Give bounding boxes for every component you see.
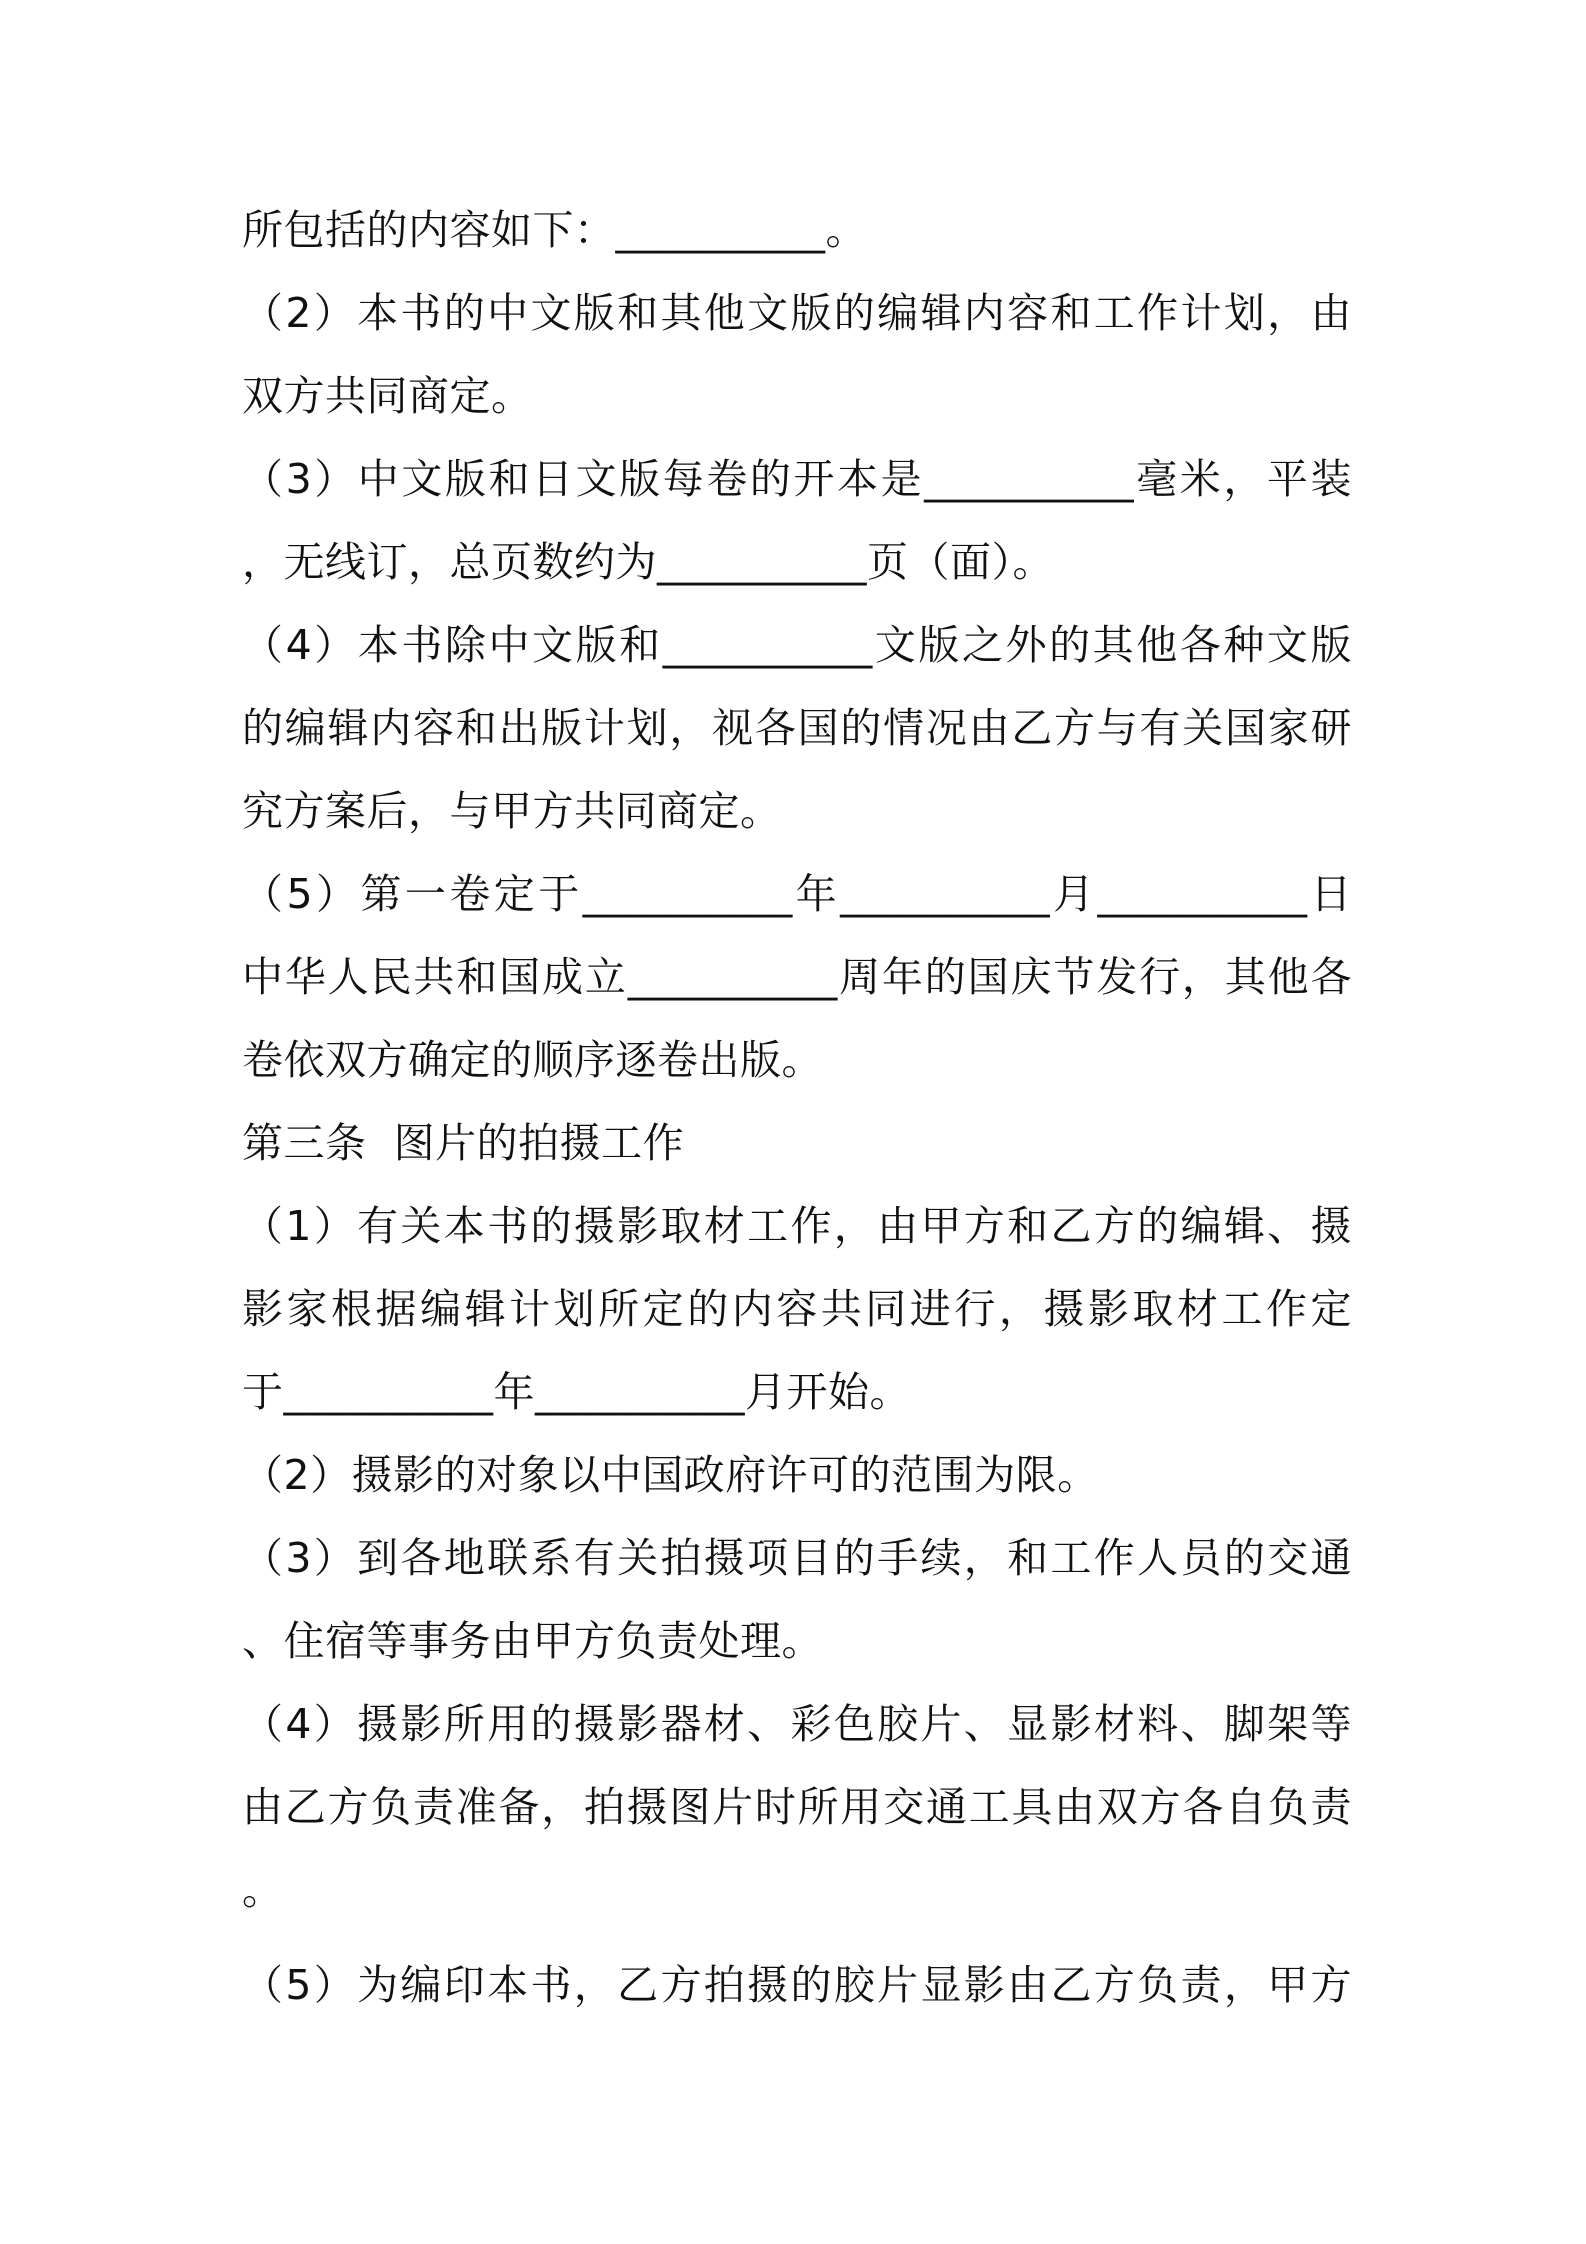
section-heading: 第三条 图片的拍摄工作 — [242, 1119, 685, 1167]
text-line: （3）到各地联系有关拍摄项目的手续，和工作人员的交通 — [242, 1534, 1352, 1582]
text-line: （4）摄影所用的摄影器材、彩色胶片、显影材料、脚架等 — [242, 1700, 1352, 1748]
text-line: （5）第一卷定于__________年__________月__________日 — [242, 870, 1352, 918]
text-line: （3）中文版和日文版每卷的开本是__________毫米，平装 — [242, 455, 1352, 503]
text-line: 中华人民共和国成立__________周年的国庆节发行，其他各 — [242, 953, 1352, 1001]
text-line: ，无线订，总页数约为__________页（面）。 — [242, 538, 1054, 586]
text-line: 究方案后，与甲方共同商定。 — [242, 787, 782, 835]
text-line: 。 — [242, 1866, 284, 1914]
text-line: （1）有关本书的摄影取材工作，由甲方和乙方的编辑、摄 — [242, 1202, 1352, 1250]
text-line: 卷依双方确定的顺序逐卷出版。 — [242, 1036, 823, 1084]
text-line: 影家根据编辑计划所定的内容共同进行，摄影取材工作定 — [242, 1285, 1352, 1333]
text-line: 由乙方负责准备，拍摄图片时所用交通工具由双方各自负责 — [242, 1783, 1352, 1831]
text-line: （2）本书的中文版和其他文版的编辑内容和工作计划，由 — [242, 289, 1352, 337]
text-line: 所包括的内容如下：__________。 — [242, 206, 867, 254]
text-line: 双方共同商定。 — [242, 372, 533, 420]
text-line: （5）为编印本书，乙方拍摄的胶片显影由乙方负责，甲方 — [242, 1961, 1352, 2009]
text-line: （4）本书除中文版和__________文版之外的其他各种文版 — [242, 621, 1352, 669]
text-line: 的编辑内容和出版计划，视各国的情况由乙方与有关国家研 — [242, 704, 1352, 752]
text-line: （2）摄影的对象以中国政府许可的范围为限。 — [242, 1451, 1099, 1499]
text-line: 、住宿等事务由甲方负责处理。 — [242, 1617, 823, 1665]
text-line: 于__________年__________月开始。 — [242, 1368, 911, 1416]
